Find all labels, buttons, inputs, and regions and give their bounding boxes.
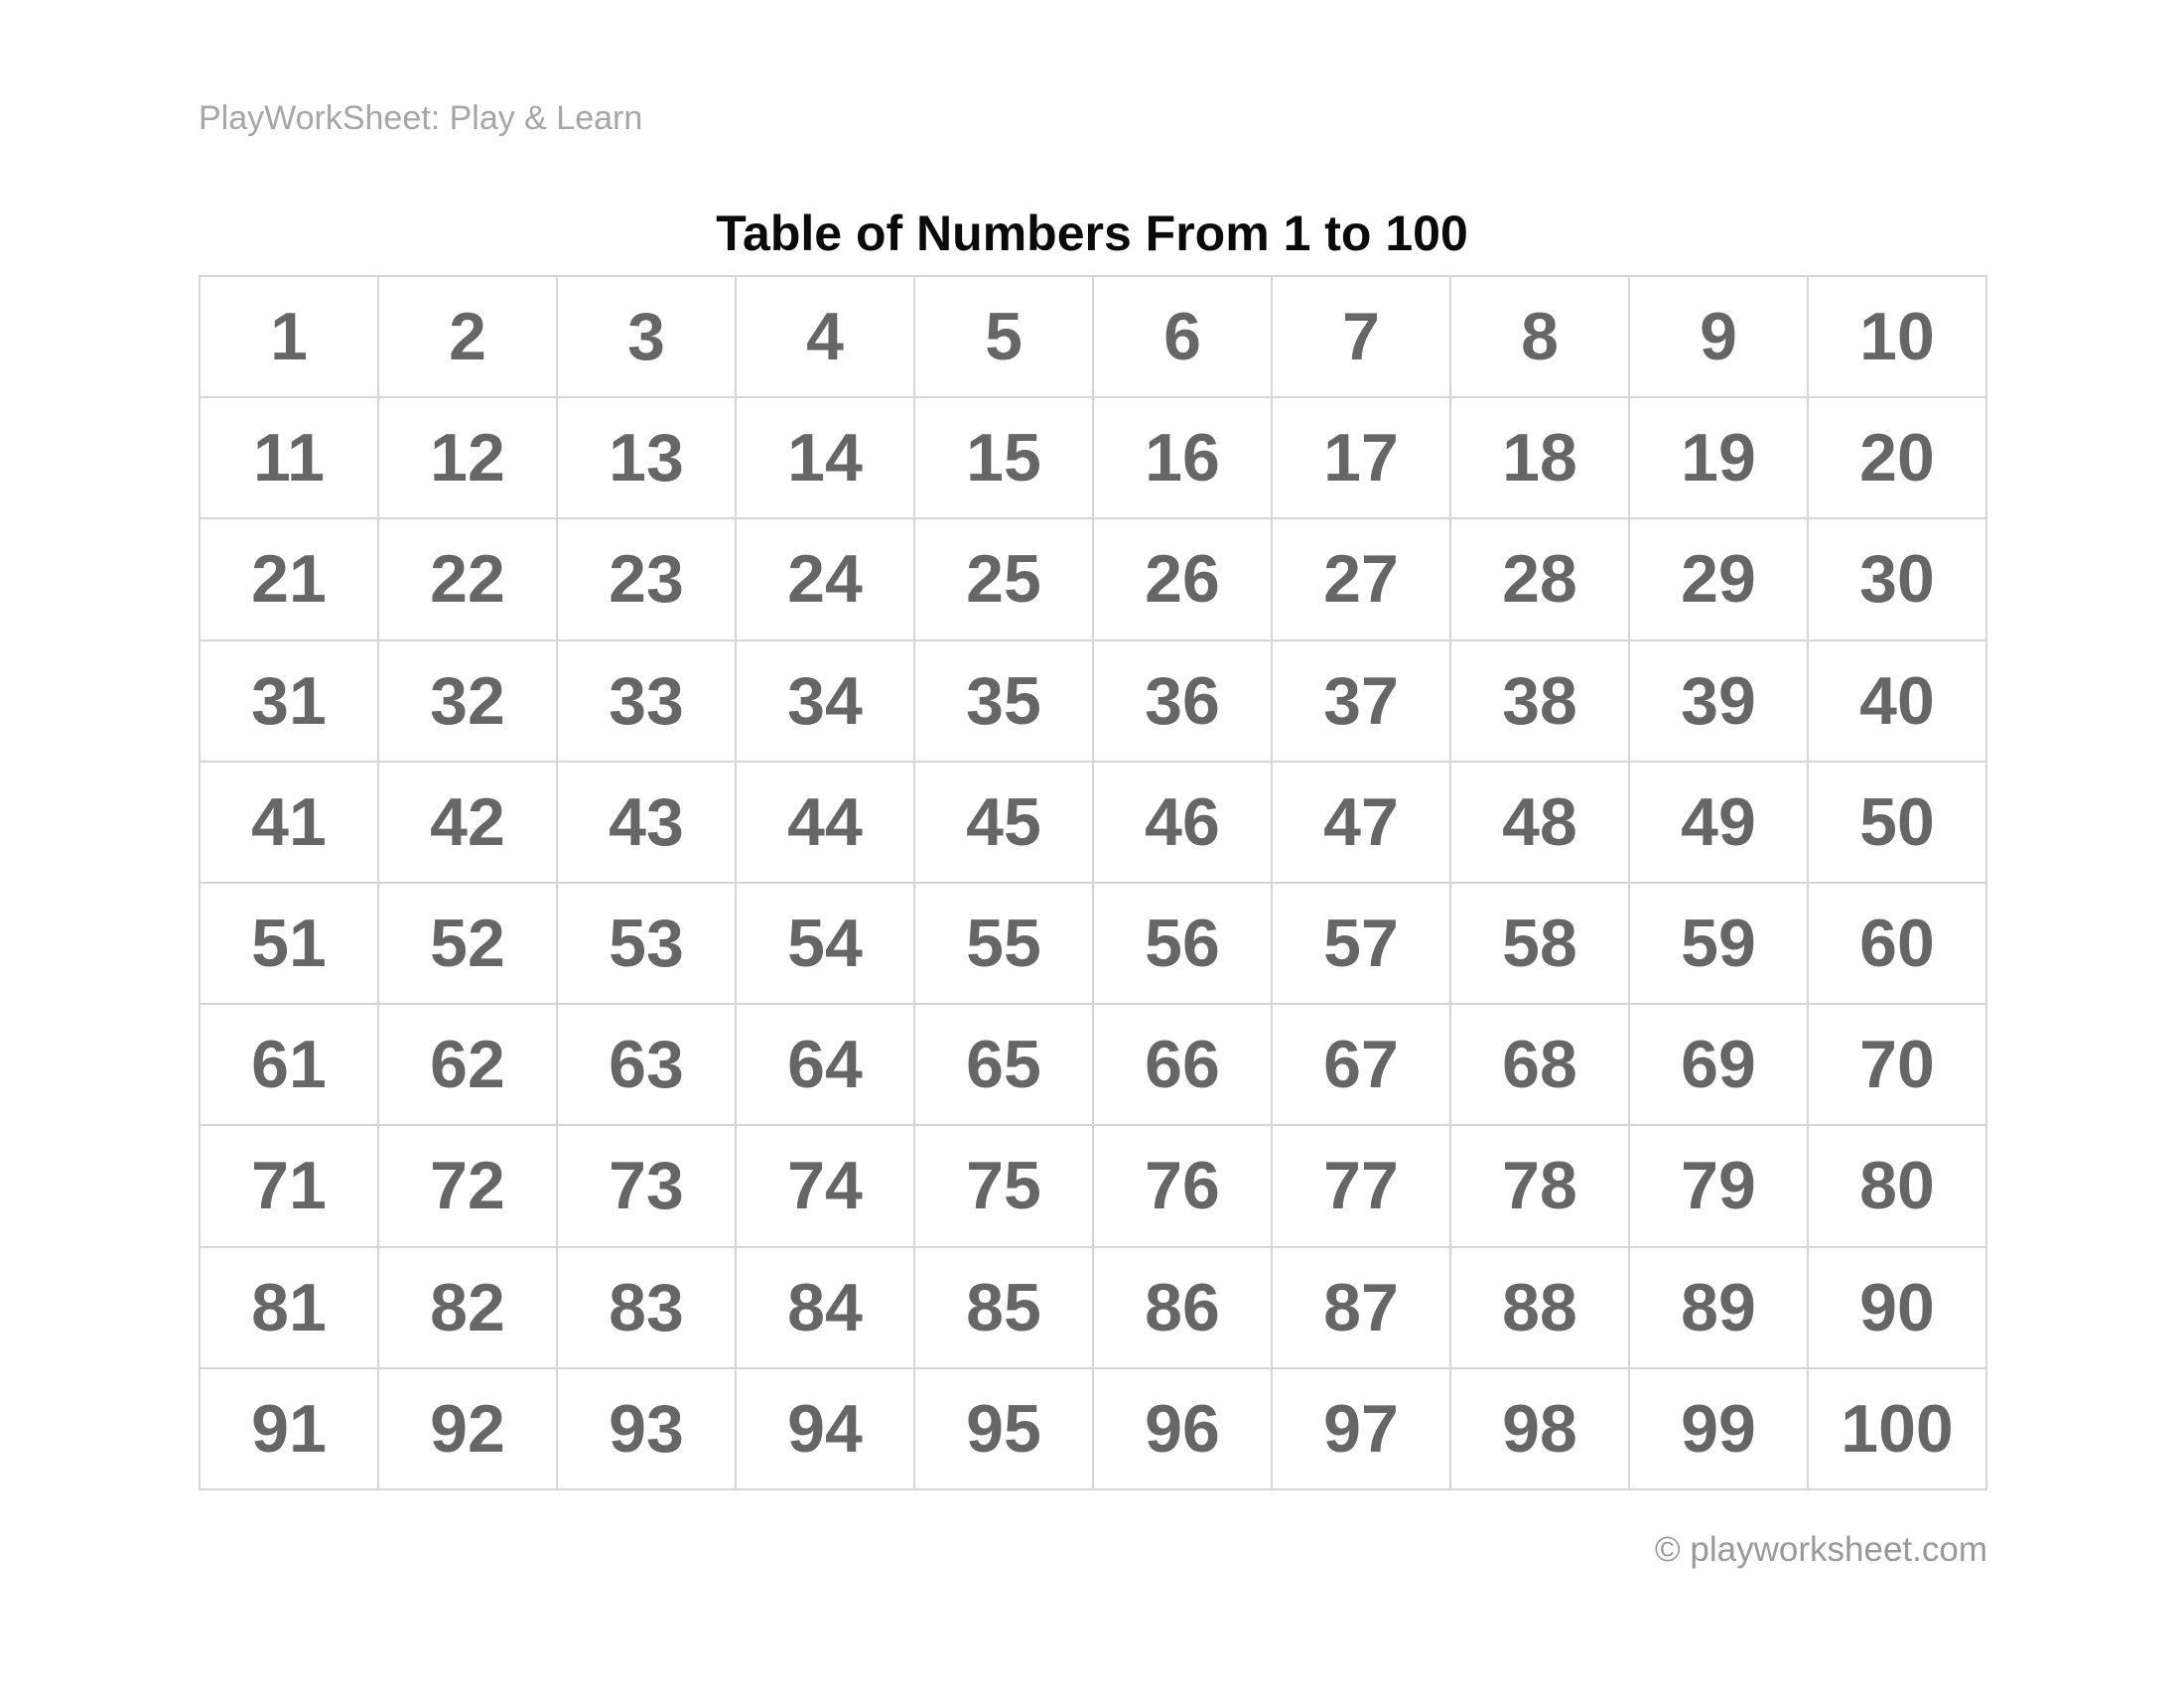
number-cell: 4: [736, 276, 914, 397]
number-cell: 50: [1808, 762, 1986, 883]
number-cell: 40: [1808, 640, 1986, 762]
number-cell: 49: [1629, 762, 1808, 883]
number-cell: 93: [557, 1368, 736, 1489]
number-cell: 58: [1450, 883, 1629, 1004]
number-cell: 97: [1272, 1368, 1450, 1489]
number-cell: 31: [200, 640, 378, 762]
number-cell: 76: [1093, 1125, 1272, 1246]
number-cell: 98: [1450, 1368, 1629, 1489]
number-cell: 25: [914, 518, 1093, 639]
number-cell: 11: [200, 397, 378, 518]
table-row: [200, 1368, 1986, 1489]
number-cell: 81: [200, 1247, 378, 1368]
number-cell: 70: [1808, 1004, 1986, 1125]
number-cell: 91: [200, 1368, 378, 1489]
number-cell: 6: [1093, 276, 1272, 397]
number-cell: 45: [914, 762, 1093, 883]
number-cell: 32: [378, 640, 557, 762]
number-cell: 17: [1272, 397, 1450, 518]
number-cell: 65: [914, 1004, 1093, 1125]
number-cell: 80: [1808, 1125, 1986, 1246]
number-cell: 48: [1450, 762, 1629, 883]
number-cell: 52: [378, 883, 557, 1004]
number-cell: 16: [1093, 397, 1272, 518]
number-cell: 37: [1272, 640, 1450, 762]
number-cell: 46: [1093, 762, 1272, 883]
number-cell: 57: [1272, 883, 1450, 1004]
number-cell: 66: [1093, 1004, 1272, 1125]
number-cell: 18: [1450, 397, 1629, 518]
number-cell: 10: [1808, 276, 1986, 397]
footer-copyright-text: © playworksheet.com: [1654, 1530, 1987, 1569]
number-cell: 51: [200, 883, 378, 1004]
number-cell: 47: [1272, 762, 1450, 883]
number-cell: 39: [1629, 640, 1808, 762]
number-cell: 33: [557, 640, 736, 762]
number-cell: 20: [1808, 397, 1986, 518]
number-cell: 24: [736, 518, 914, 639]
number-cell: 55: [914, 883, 1093, 1004]
number-cell: 62: [378, 1004, 557, 1125]
number-cell: 59: [1629, 883, 1808, 1004]
number-cell: 21: [200, 518, 378, 639]
number-cell: 82: [378, 1247, 557, 1368]
number-cell: 75: [914, 1125, 1093, 1246]
number-cell: 28: [1450, 518, 1629, 639]
number-cell: 29: [1629, 518, 1808, 639]
number-cell: 13: [557, 397, 736, 518]
number-cell: 72: [378, 1125, 557, 1246]
table-row: [200, 276, 1986, 397]
number-cell: 64: [736, 1004, 914, 1125]
table-row: [200, 518, 1986, 639]
number-cell: 12: [378, 397, 557, 518]
number-cell: 68: [1450, 1004, 1629, 1125]
number-cell: 60: [1808, 883, 1986, 1004]
table-row: [200, 1004, 1986, 1125]
number-cell: 100: [1808, 1368, 1986, 1489]
number-cell: 30: [1808, 518, 1986, 639]
number-cell: 78: [1450, 1125, 1629, 1246]
number-cell: 19: [1629, 397, 1808, 518]
number-cell: 56: [1093, 883, 1272, 1004]
number-cell: 77: [1272, 1125, 1450, 1246]
number-cell: 88: [1450, 1247, 1629, 1368]
number-cell: 2: [378, 276, 557, 397]
number-cell: 61: [200, 1004, 378, 1125]
number-cell: 43: [557, 762, 736, 883]
number-cell: 67: [1272, 1004, 1450, 1125]
number-cell: 96: [1093, 1368, 1272, 1489]
number-cell: 95: [914, 1368, 1093, 1489]
number-cell: 26: [1093, 518, 1272, 639]
number-cell: 99: [1629, 1368, 1808, 1489]
number-cell: 44: [736, 762, 914, 883]
number-cell: 74: [736, 1125, 914, 1246]
number-cell: 5: [914, 276, 1093, 397]
number-cell: 94: [736, 1368, 914, 1489]
number-cell: 79: [1629, 1125, 1808, 1246]
table-row: [200, 1247, 1986, 1368]
table-row: [200, 640, 1986, 762]
number-cell: 73: [557, 1125, 736, 1246]
number-cell: 34: [736, 640, 914, 762]
number-cell: 36: [1093, 640, 1272, 762]
number-cell: 84: [736, 1247, 914, 1368]
table-row: [200, 762, 1986, 883]
number-cell: 3: [557, 276, 736, 397]
number-cell: 35: [914, 640, 1093, 762]
number-cell: 87: [1272, 1247, 1450, 1368]
number-cell: 83: [557, 1247, 736, 1368]
number-cell: 54: [736, 883, 914, 1004]
brand-text: PlayWorkSheet: Play & Learn: [199, 99, 643, 137]
number-cell: 38: [1450, 640, 1629, 762]
number-cell: 27: [1272, 518, 1450, 639]
table-row: [200, 397, 1986, 518]
number-cell: 86: [1093, 1247, 1272, 1368]
number-cell: 42: [378, 762, 557, 883]
number-cell: 92: [378, 1368, 557, 1489]
number-cell: 23: [557, 518, 736, 639]
numbers-table: [199, 275, 1987, 1490]
number-cell: 7: [1272, 276, 1450, 397]
number-cell: 53: [557, 883, 736, 1004]
number-cell: 14: [736, 397, 914, 518]
number-cell: 90: [1808, 1247, 1986, 1368]
table-row: [200, 1125, 1986, 1246]
number-cell: 1: [200, 276, 378, 397]
number-cell: 8: [1450, 276, 1629, 397]
number-cell: 85: [914, 1247, 1093, 1368]
numbers-table-body: [200, 276, 1986, 1489]
number-cell: 41: [200, 762, 378, 883]
number-cell: 71: [200, 1125, 378, 1246]
number-cell: 15: [914, 397, 1093, 518]
number-cell: 9: [1629, 276, 1808, 397]
number-cell: 63: [557, 1004, 736, 1125]
number-cell: 89: [1629, 1247, 1808, 1368]
page-title: Table of Numbers From 1 to 100: [716, 205, 1468, 261]
table-row: [200, 883, 1986, 1004]
number-cell: 69: [1629, 1004, 1808, 1125]
number-cell: 22: [378, 518, 557, 639]
